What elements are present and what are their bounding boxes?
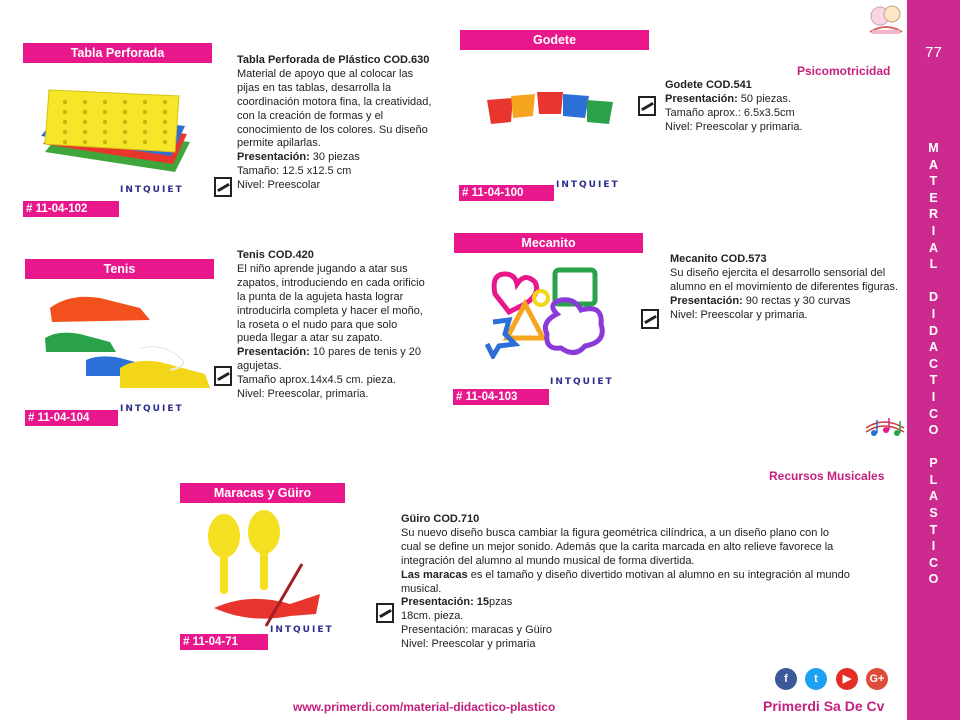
banner-maracas-guiro: Maracas y Güiro (180, 483, 345, 503)
footer-website-link[interactable]: www.primerdi.com/material-didactico-plastico (293, 700, 556, 714)
code-tag-mecanito: # 11-04-103 (453, 389, 549, 405)
sidebar-letter: L (929, 257, 938, 272)
banner-tabla-perforada: Tabla Perforada (23, 43, 212, 63)
notebook-icon (376, 603, 394, 623)
board-hole (103, 100, 107, 104)
godete-size: Tamaño aprox.: 6.5x3.5cm (665, 106, 795, 119)
sidebar-letter: D (928, 290, 939, 305)
tenis-level: Nivel: Preescolar, primaria. (237, 388, 369, 401)
notebook-icon (214, 177, 232, 197)
board-hole (143, 110, 147, 114)
sidebar-letter: I (931, 223, 936, 238)
board-hole (103, 140, 107, 144)
board-hole (83, 140, 87, 144)
sidebar-letter: L (929, 472, 938, 487)
board-hole (63, 130, 67, 134)
sidebar-letter: A (928, 340, 939, 355)
tabla-presentation-value: 30 piezas (309, 151, 360, 164)
maracas-level: Nivel: Preescolar y primaria (401, 638, 536, 651)
sidebar-letter: A (928, 489, 939, 504)
tabla-perforada-image (35, 82, 195, 182)
board-hole (103, 120, 107, 124)
sidebar-letter: I (931, 389, 936, 404)
sidebar-letter (907, 439, 960, 456)
godete-level: Nivel: Preescolar y primaria. (665, 120, 803, 133)
board-hole (103, 110, 107, 114)
youtube-icon[interactable]: ▶ (836, 668, 858, 690)
board-hole (163, 140, 167, 144)
sidebar-letter: S (929, 506, 938, 521)
sidebar-letter: R (928, 207, 939, 222)
sidebar (907, 0, 960, 720)
sidebar-letter: O (928, 572, 939, 587)
maracas-text: es el tamaño y diseño divertido motivan al alumno en su integración al mundo musical. (401, 568, 850, 595)
guiro-title: Güiro COD.710 (401, 513, 480, 525)
notebook-icon (214, 366, 232, 386)
sidebar-letter: P (929, 456, 938, 471)
maracas-description (401, 513, 851, 652)
brand-logo-tenis: INTQUIET (120, 404, 184, 414)
board-hole (63, 100, 67, 104)
brand-logo-godete: INTQUIET (556, 180, 620, 190)
tenis-presentation-value: 10 pares de tenis y 20 agujetas. (237, 346, 422, 373)
sidebar-letter: A (928, 157, 939, 172)
sidebar-letter: T (929, 373, 938, 388)
code-tag-tenis: # 11-04-104 (25, 410, 118, 426)
board-hole (163, 130, 167, 134)
board-hole (63, 140, 67, 144)
tenis-presentation-label: Presentación: (237, 346, 310, 359)
twitter-icon[interactable]: t (805, 668, 827, 690)
brand-logo-tabla: INTQUIET (120, 185, 184, 195)
board-hole (163, 100, 167, 104)
sidebar-letter: A (928, 240, 939, 255)
board-hole (143, 130, 147, 134)
sidebar-letter: E (929, 190, 938, 205)
sidebar-letter: C (928, 406, 939, 421)
sidebar-vertical-title (907, 140, 960, 588)
maracas-size: 18cm. pieza. (401, 610, 464, 623)
godete-description (665, 79, 885, 135)
tabla-size: Tamaño: 12.5 x12.5 cm (237, 165, 352, 178)
sidebar-letter: C (928, 356, 939, 371)
banner-tenis: Tenis (25, 259, 214, 279)
board-hole (123, 120, 127, 124)
mecanito-presentation-label: Presentación: (670, 294, 743, 307)
tabla-presentation-label: Presentación: (237, 151, 310, 164)
board-hole (163, 120, 167, 124)
brand-logo-mecanito: INTQUIET (550, 377, 614, 387)
tabla-level: Nivel: Preescolar (237, 179, 321, 192)
tabla-title: Tabla Perforada de Plástico COD.630 (237, 54, 430, 66)
page-number: 77 (925, 44, 942, 61)
sidebar-letter: I (931, 306, 936, 321)
mecanito-presentation-value: 90 rectas y 30 curvas (742, 294, 851, 307)
board-hole (63, 110, 67, 114)
godete-presentation-label: Presentación: (665, 92, 738, 105)
tenis-image (40, 288, 220, 403)
banner-godete: Godete (460, 30, 649, 50)
board-hole (83, 100, 87, 104)
mecanito-title: Mecanito COD.573 (670, 253, 767, 265)
board-hole (83, 110, 87, 114)
sidebar-letter: C (928, 555, 939, 570)
tenis-title: Tenis COD.420 (237, 249, 314, 261)
banner-mecanito: Mecanito (454, 233, 643, 253)
board-hole (123, 100, 127, 104)
guiro-text: Su nuevo diseño busca cambiar la figura geométrica cilíndrica, a un diseño plano con lo cual se define un mejor sonido. Además que la carita marcada en alto relieve favorece la integración del alumno al mundo musical de forma divertida. (401, 526, 834, 567)
section-psicomotricidad: Psicomotricidad (797, 64, 891, 78)
code-tag-maracas: # 11-04-71 (180, 634, 268, 650)
maracas-presentation-value: 15 (473, 596, 490, 609)
godete-image (483, 86, 618, 128)
board-hole (83, 120, 87, 124)
board-hole (163, 110, 167, 114)
board-hole (123, 130, 127, 134)
mecanito-image (485, 264, 610, 359)
tenis-description (237, 249, 430, 402)
music-notes-icon (864, 414, 906, 440)
godete-presentation-value: 50 piezas. (737, 92, 791, 105)
mecanito-level: Nivel: Preescolar y primaria. (670, 308, 808, 321)
mecanito-text: Su diseño ejercita el desarrollo sensorial del alumno en el movimiento de diferentes figuras. (670, 266, 899, 293)
tabla-text: Material de apoyo que al colocar las pijas en tas tablas, desarrolla la coordinación motora fina, la creatividad, con la creación de formas y el conocimiento de los colores. Su diseño permite apilarlas. (237, 67, 432, 150)
mecanito-description (670, 253, 900, 323)
sidebar-letter: T (929, 174, 938, 189)
board-hole (123, 140, 127, 144)
code-tag-godete: # 11-04-100 (459, 185, 554, 201)
notebook-icon (641, 309, 659, 329)
maracas-guiro-image (200, 506, 340, 632)
sidebar-letter: D (928, 323, 939, 338)
board-hole (83, 130, 87, 134)
board-hole (143, 100, 147, 104)
godete-title: Godete COD.541 (665, 79, 752, 91)
maracas-presentation-unit: pzas (489, 596, 513, 609)
board-hole (143, 140, 147, 144)
sidebar-letter: T (929, 522, 938, 537)
tenis-size: Tamaño aprox.14x4.5 cm. pieza. (237, 374, 396, 387)
board-hole (123, 110, 127, 114)
google-plus-icon[interactable]: G+ (866, 668, 888, 690)
facebook-icon[interactable]: f (775, 668, 797, 690)
sidebar-letter (907, 273, 960, 290)
board-hole (63, 120, 67, 124)
sidebar-letter: M (928, 141, 939, 155)
sidebar-letter: O (928, 423, 939, 438)
board-hole (143, 120, 147, 124)
board-hole (103, 130, 107, 134)
tenis-text: El niño aprende jugando a atar sus zapatos, introduciendo en cada orificio la punta de la agujeta hasta lograr introducirla completa y hacer el moño, la roseta o el nudo para que solo pueda llegar a atar su zapato. (237, 262, 425, 345)
code-tag-tabla: # 11-04-102 (23, 201, 119, 217)
maracas-label: Las maracas (401, 568, 468, 581)
maracas-presentation2: Presentación: maracas y Güiro (401, 624, 553, 637)
maracas-presentation-label: Presentación: (401, 596, 474, 609)
brand-logo-maracas: INTQUIET (270, 625, 334, 635)
notebook-icon (638, 96, 656, 116)
section-recursos-musicales: Recursos Musicales (769, 469, 885, 483)
tabla-description (237, 54, 432, 193)
kids-logo-icon (866, 2, 906, 38)
sidebar-letter: I (931, 539, 936, 554)
footer-company-name: Primerdi Sa De Cv (763, 698, 885, 714)
